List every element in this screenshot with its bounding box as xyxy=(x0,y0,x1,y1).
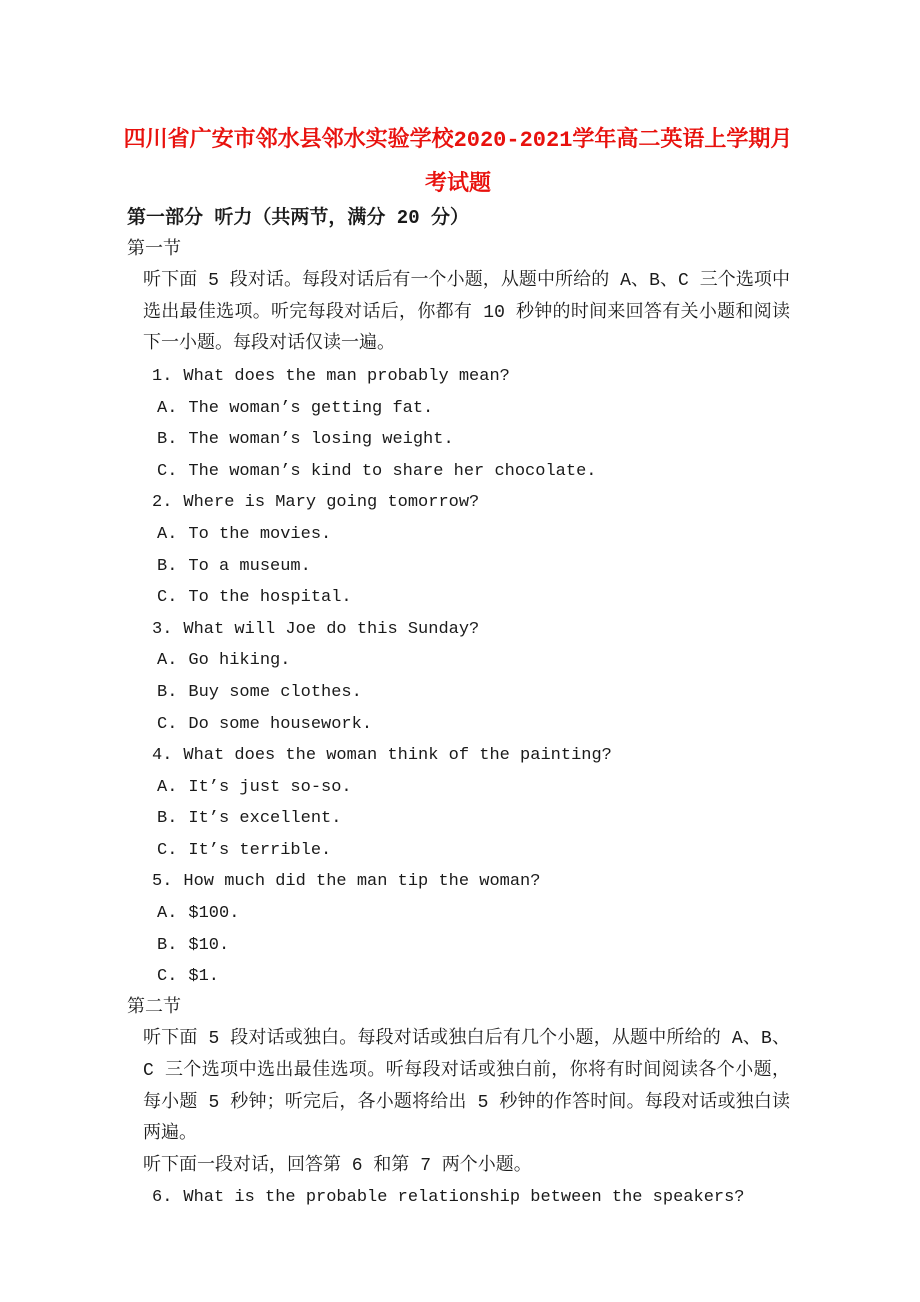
question-4 xyxy=(152,740,790,772)
option-text: Buy some clothes. xyxy=(188,682,362,702)
question-1-option-a xyxy=(157,393,790,425)
option-label: A. xyxy=(157,904,178,924)
option-text: It’s terrible. xyxy=(188,840,332,860)
question-2-option-c xyxy=(157,582,790,614)
option-text: $1. xyxy=(188,967,220,987)
question-2-option-b xyxy=(157,551,790,583)
option-text: The woman’s losing weight. xyxy=(188,430,454,450)
question-4-number: 4. xyxy=(152,746,173,766)
option-label: C. xyxy=(157,588,178,608)
section1-instructions: 听下面 5 段对话。每段对话后有一个小题，从题中所给的 A、B、C 三个选项中选出最佳选项。听完每段对话后，你都有 10 秒钟的时间来回答有关小题和阅读下一小题。每段对话仅读一遍。 xyxy=(143,271,790,355)
question-2-option-a xyxy=(157,519,790,551)
question-1-option-c xyxy=(157,456,790,488)
option-label: A. xyxy=(157,777,178,797)
question-3-text: What will Joe do this Sunday? xyxy=(183,619,480,639)
question-3-number: 3. xyxy=(152,619,173,639)
question-2-text: Where is Mary going tomorrow? xyxy=(183,493,480,513)
option-label: C. xyxy=(157,840,178,860)
question-3-option-a xyxy=(157,645,790,677)
section2-dialog-note: 听下面一段对话，回答第 6 和第 7 两个小题。 xyxy=(143,1155,532,1176)
question-3-option-c xyxy=(157,709,790,741)
option-text: Do some housework. xyxy=(188,714,373,734)
document-content xyxy=(123,119,793,1214)
section1-label: 第一节 xyxy=(127,239,181,260)
option-label: B. xyxy=(157,682,178,702)
option-label: A. xyxy=(157,524,178,544)
question-5-option-b xyxy=(157,930,790,962)
option-text: To the hospital. xyxy=(188,588,352,608)
option-text: To the movies. xyxy=(188,524,332,544)
option-text: The woman’s kind to share her chocolate. xyxy=(188,461,597,481)
option-text: It’s excellent. xyxy=(188,809,342,829)
question-4-text: What does the woman think of the painting? xyxy=(183,746,612,766)
option-label: A. xyxy=(157,398,178,418)
question-1-number: 1. xyxy=(152,366,173,386)
question-1-option-b xyxy=(157,424,790,456)
question-4-option-c xyxy=(157,835,790,867)
document-title: 四川省广安市邻水县邻水实验学校2020-2021学年高二英语上学期月考试题 xyxy=(123,128,793,197)
option-label: C. xyxy=(157,967,178,987)
option-label: B. xyxy=(157,430,178,450)
option-label: B. xyxy=(157,809,178,829)
option-label: A. xyxy=(157,651,178,671)
question-4-option-a xyxy=(157,772,790,804)
question-5-number: 5. xyxy=(152,872,173,892)
question-5-option-a xyxy=(157,898,790,930)
section2-instructions: 听下面 5 段对话或独白。每段对话或独白后有几个小题，从题中所给的 A、B、C 三个选项中选出最佳选项。听每段对话或独白前，你将有时间阅读各个小题，每小题 5 秒钟；听完后，各小题将给出 5 秒钟的作答时间。每段对话或独白读两遍。 xyxy=(143,1029,790,1145)
option-text: To a museum. xyxy=(188,556,311,576)
question-6-number: 6. xyxy=(152,1188,173,1208)
option-text: $100. xyxy=(188,904,240,924)
question-1-text: What does the man probably mean? xyxy=(183,366,510,386)
question-6 xyxy=(152,1182,790,1214)
question-1 xyxy=(152,361,790,393)
question-5 xyxy=(152,866,790,898)
question-5-option-c xyxy=(157,961,790,993)
question-5-text: How much did the man tip the woman? xyxy=(183,872,541,892)
question-2 xyxy=(152,487,790,519)
question-6-text: What is the probable relationship between the speakers? xyxy=(183,1188,745,1208)
option-label: C. xyxy=(157,461,178,481)
option-text: Go hiking. xyxy=(188,651,291,671)
option-text: It’s just so-so. xyxy=(188,777,352,797)
question-4-option-b xyxy=(157,803,790,835)
part1-heading: 第一部分 听力（共两节，满分 20 分） xyxy=(127,207,470,229)
option-text: The woman’s getting fat. xyxy=(188,398,434,418)
section2-label: 第二节 xyxy=(127,997,181,1018)
option-text: $10. xyxy=(188,935,230,955)
question-3-option-b xyxy=(157,677,790,709)
question-2-number: 2. xyxy=(152,493,173,513)
option-label: B. xyxy=(157,556,178,576)
option-label: C. xyxy=(157,714,178,734)
option-label: B. xyxy=(157,935,178,955)
question-3 xyxy=(152,614,790,646)
